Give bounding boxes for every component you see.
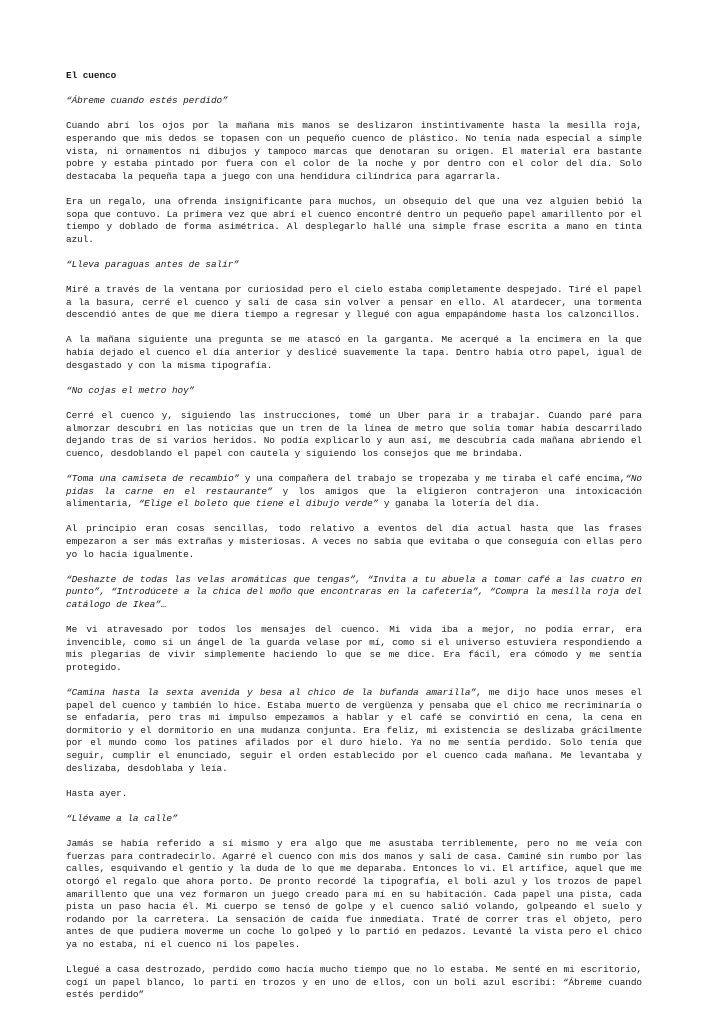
paragraph: Miré a través de la ventana por curiosidad pero el cielo estaba completamente despejado. Tiré el papel a la basura, cerré el cuenco y salí de casa sin volver a pensar en ello. Al atardecer, una tormenta descendió antes de que me diera tiempo a regresar y llegué con agua empapándome hasta los calzoncillos. [66, 284, 642, 321]
paragraph: Era un regalo, una ofrenda insignificante para muchos, un obsequio del que una vez alguien bebió la sopa que contuvo. La primera vez que abrí el cuenco encontré dentro un pequeño papel amarillento por el tiempo y doblado de forma asimétrica. Al desplegarlo hallé una simple frase escrita a mano en tinta azul. [66, 195, 642, 245]
note-quote: “No cojas el metro hoy” [66, 384, 195, 396]
note-quote: “Lleva paraguas antes de salir” [66, 258, 239, 270]
paragraph [66, 473, 642, 511]
inline-quote: “Camina hasta la sexta avenida y besa al chico de la bufanda amarilla” [66, 687, 477, 699]
note-quote: “Llévame a la calle” [66, 813, 178, 825]
document-title: El cuenco [66, 70, 117, 81]
paragraph: Me vi atravesado por todos los mensajes del cuenco. Mi vida iba a mejor, no podía errar, era invencible, como si un ángel de la guarda velase por mí, como si el universo estuviera respondiendo a mis plegarias de vivir simplemente haciendo lo que se me dice. Era fácil, era cómodo y me sentía protegido. [66, 624, 642, 673]
note-quote: “Deshazte de todas las velas aromáticas que tengas”, “Invita a tu abuela a tomar café a las cuatro en punto”, “Introdúcete a la chica del moño que encontraras en la cafetería”, “Compra la mesilla roja del catálogo de Ikea”… [66, 573, 642, 610]
paragraph: Llegué a casa destrozado, perdido como hacía mucho tiempo que no lo estaba. Me senté en mi escritorio, cogí un papel blanco, lo partí en trozos y en uno de ellos, con un boli azul escribí: “Ábreme cuando estés perdido” [66, 964, 642, 1001]
inline-quote: “Toma una camiseta de recambio” [66, 473, 240, 484]
paragraph: Cuando abrí los ojos por la mañana mis manos se deslizaron instintivamente hasta la mesilla roja, esperando que mis dedos se topasen con un pequeño cuenco de plástico. No tenía nada especial a simple vista, ni ornamentos ni dibujos y tampoco marcas que denotaran su origen. El material era bastante pobre y estaba pintado por fuera con el color de la noche y por dentro con el color del día. Solo destacaba la pequeña tapa a juego con una hendidura cilíndrica para agarrarla. [66, 120, 642, 182]
inline-quote: “Elige el boleto que tiene el dibujo verde” [138, 498, 379, 510]
paragraph-text: y una compañera del trabajo se tropezaba y me tiraba el café encima, [239, 473, 626, 484]
document-body [66, 70, 642, 1015]
epigraph: “Ábreme cuando estés perdido” [66, 95, 228, 107]
paragraph-text: y los amigos que la eligieron contrajeron una intoxicación alimentaria, [66, 485, 642, 510]
paragraph: Jamás se había referido a sí mismo y era algo que me asustaba terriblemente, pero no me veía con fuerzas para contradecirlo. Agarré el cuenco con mis dos manos y salí de casa. Caminé sin rumbo por las calles, esquivando el gentío y la duda de lo que me deparaba. Entonces lo vi. El artífice, aquel que me otorgó el regalo que ahora porto. De pronto recordé la tipografía, el boli azul y los trozos de papel amarillento que una vez formaron un juego creado para mí en su habitación. Cada papel una pista, cada pista un paso hacia él. Mi cuerpo se tensó de golpe y el cuenco salió volando, golpeando el suelo y rodando por la carretera. La sensación de caída fue inmediata. Traté de correr tras el objeto, pero antes de que pudiera moverme un coche lo golpeó y lo partió en pedazos. Levanté la vista pero el chico ya no estaba, ni el cuenco ni los papeles. [66, 838, 642, 950]
paragraph-text: , me dijo hace unos meses el papel del cuenco y también lo hice. Estaba muerto de vergüenza y pensaba que el chico me recriminaría o se enfadaría, pero tras mi impulso empezamos a hablar y el café se convirtió en cena, la cena en dormitorio y el dormitorio en una mudanza conjunta. Era feliz, mi existencia se deslizaba grácilmente por el mundo como los patines afilados por el duro hielo. Ya no me sentía perdido. Solo tenía que seguir, cumplir el enunciado, seguir el orden establecido por el cuenco cada mañana. Me levantaba y deslizaba, desdoblaba y leía. [66, 687, 642, 774]
paragraph-text: y ganaba la lotería del día. [378, 498, 540, 510]
paragraph: Hasta ayer. [66, 787, 128, 799]
inline-quote: “No pidas la carne en el restaurante” [66, 473, 642, 497]
paragraph: Cerré el cuenco y, siguiendo las instrucciones, tomé un Uber para ir a trabajar. Cuando paré para almorzar descubrí en las noticias que un tren de la línea de metro que solía tomar había descarrilado dejando tras de sí varios heridos. No podía explicarlo y aun así, me descubría cada mañana abriendo el cuenco, desdoblando el papel con cautela y siguiendo los consejos que me brindaba. [66, 410, 642, 459]
paragraph: Al principio eran cosas sencillas, todo relativo a eventos del día actual hasta que las frases empezaron a ser más extrañas y misteriosas. A veces no sabía que evitaba o que conseguía con ellas pero yo lo hacía igualmente. [66, 523, 642, 560]
paragraph: A la mañana siguiente una pregunta se me atascó en la garganta. Me acerqué a la encimera en la que había dejado el cuenco el día anterior y deslicé suavemente la tapa. Dentro había otro papel, igual de desgastado y con la misma tipografía. [66, 334, 642, 371]
paragraph [66, 687, 642, 775]
